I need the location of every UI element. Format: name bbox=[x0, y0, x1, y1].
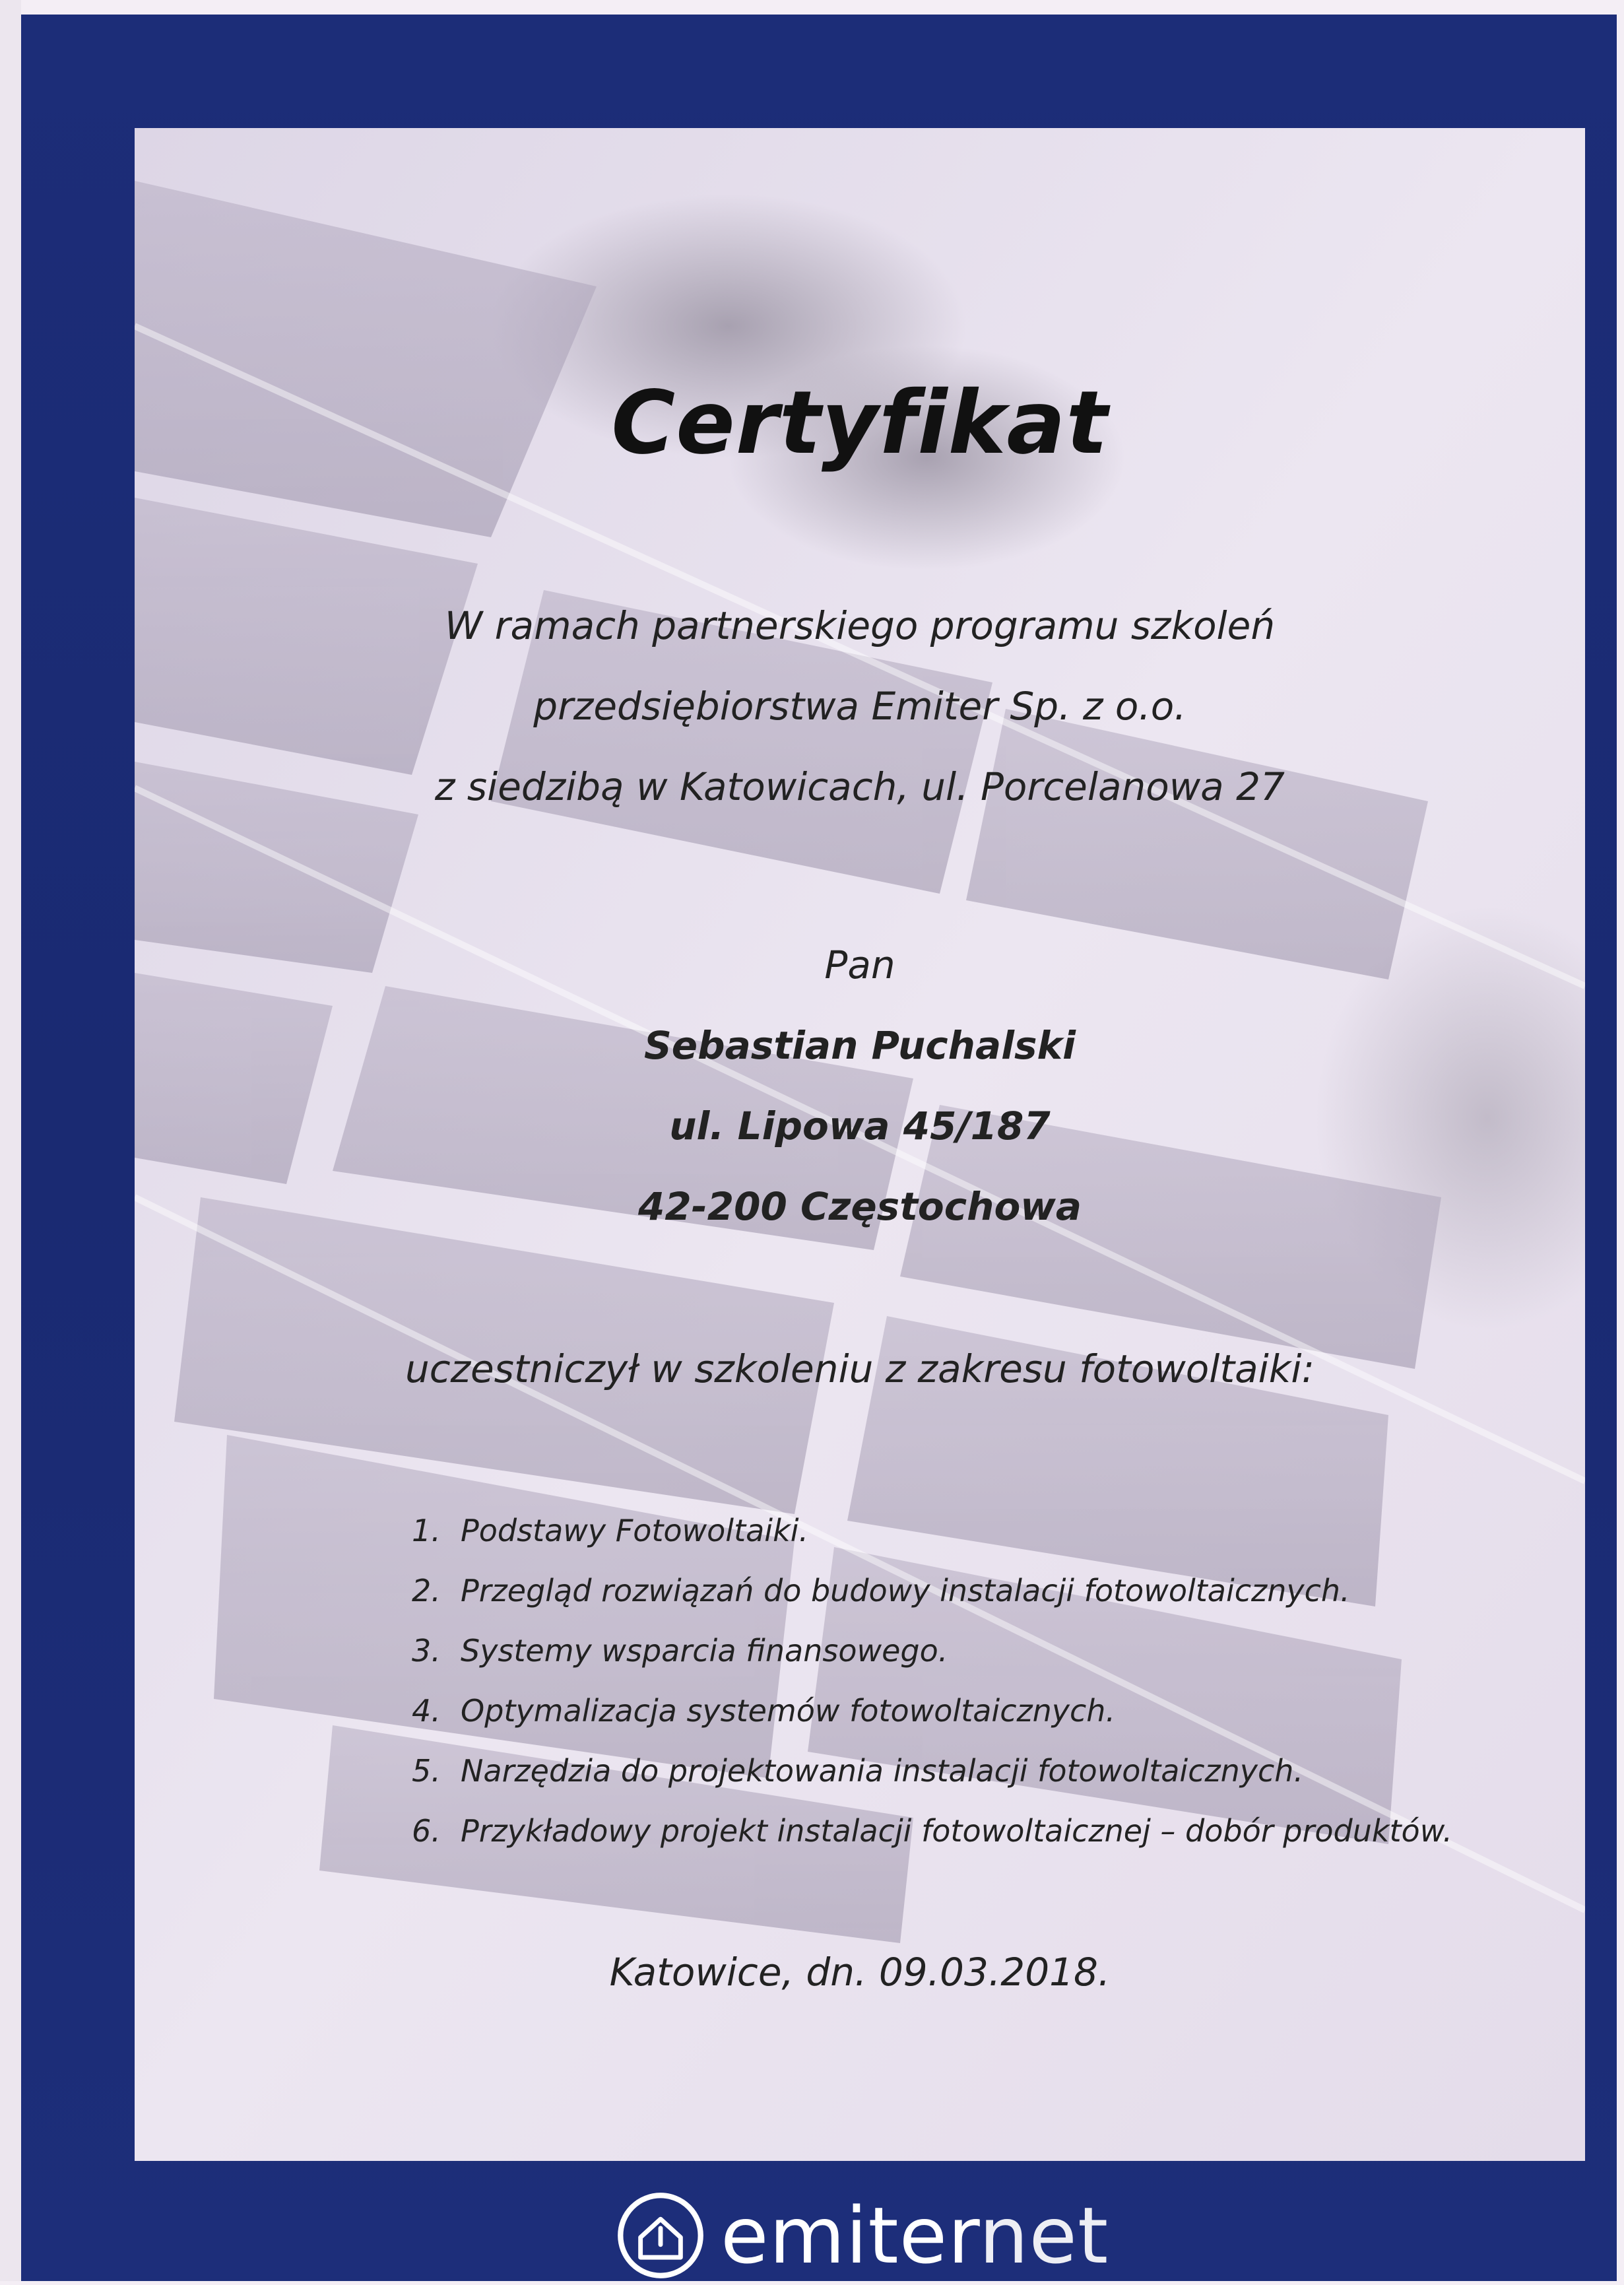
topic-item bbox=[412, 1621, 1452, 1681]
intro-line: W ramach partnerskiego programu szkoleń bbox=[444, 603, 1276, 648]
house-power-icon bbox=[615, 2190, 706, 2281]
topic-number: 1. bbox=[412, 1513, 441, 1548]
topic-text: Przegląd rozwiązań do budowy instalacji fotowoltaicznych. bbox=[461, 1573, 1350, 1608]
topic-text: Narzędzia do projektowania instalacji fotowoltaicznych. bbox=[461, 1753, 1304, 1789]
topic-item bbox=[412, 1681, 1452, 1741]
certificate-panel bbox=[135, 128, 1585, 2161]
topic-text: Systemy wsparcia finansowego. bbox=[461, 1633, 948, 1669]
topic-item bbox=[412, 1501, 1452, 1561]
salutation: Pan bbox=[824, 943, 895, 987]
certificate-title: Certyfikat bbox=[611, 372, 1109, 474]
training-topics-list bbox=[412, 1501, 1452, 1861]
topic-text: Podstawy Fotowoltaiki. bbox=[461, 1513, 809, 1548]
topic-item bbox=[412, 1801, 1452, 1861]
intro-line: przedsiębiorstwa Emiter Sp. z o.o. bbox=[533, 684, 1186, 729]
topic-number: 5. bbox=[412, 1753, 441, 1789]
recipient-city: 42-200 Częstochowa bbox=[637, 1184, 1082, 1229]
recipient-street: ul. Lipowa 45/187 bbox=[669, 1104, 1051, 1148]
recipient-name: Sebastian Puchalski bbox=[644, 1023, 1076, 1068]
logo-text-main: emiter bbox=[721, 2190, 979, 2281]
certificate-frame bbox=[21, 15, 1617, 2281]
topic-text: Przykładowy projekt instalacji fotowoltaicznej – dobór produktów. bbox=[461, 1813, 1452, 1849]
topic-number: 6. bbox=[412, 1813, 441, 1849]
scan-edge bbox=[0, 0, 21, 2281]
place-and-date: Katowice, dn. 09.03.2018. bbox=[609, 1950, 1111, 1995]
logo-text-suffix: net bbox=[979, 2190, 1109, 2281]
emiternet-logo bbox=[615, 2186, 1109, 2285]
topic-text: Optymalizacja systemów fotowoltaicznych. bbox=[461, 1693, 1116, 1729]
certificate-content bbox=[135, 128, 1585, 2161]
topic-item bbox=[412, 1561, 1452, 1621]
intro-line: z siedzibą w Katowicach, ul. Porcelanowa 27 bbox=[435, 764, 1285, 809]
topic-item bbox=[412, 1741, 1452, 1801]
topic-number: 4. bbox=[412, 1693, 441, 1729]
participation-statement: uczestniczył w szkoleniu z zakresu fotowoltaiki: bbox=[405, 1346, 1315, 1391]
topic-number: 3. bbox=[412, 1633, 441, 1669]
topic-number: 2. bbox=[412, 1573, 441, 1608]
logo-wordmark bbox=[721, 2190, 1109, 2281]
